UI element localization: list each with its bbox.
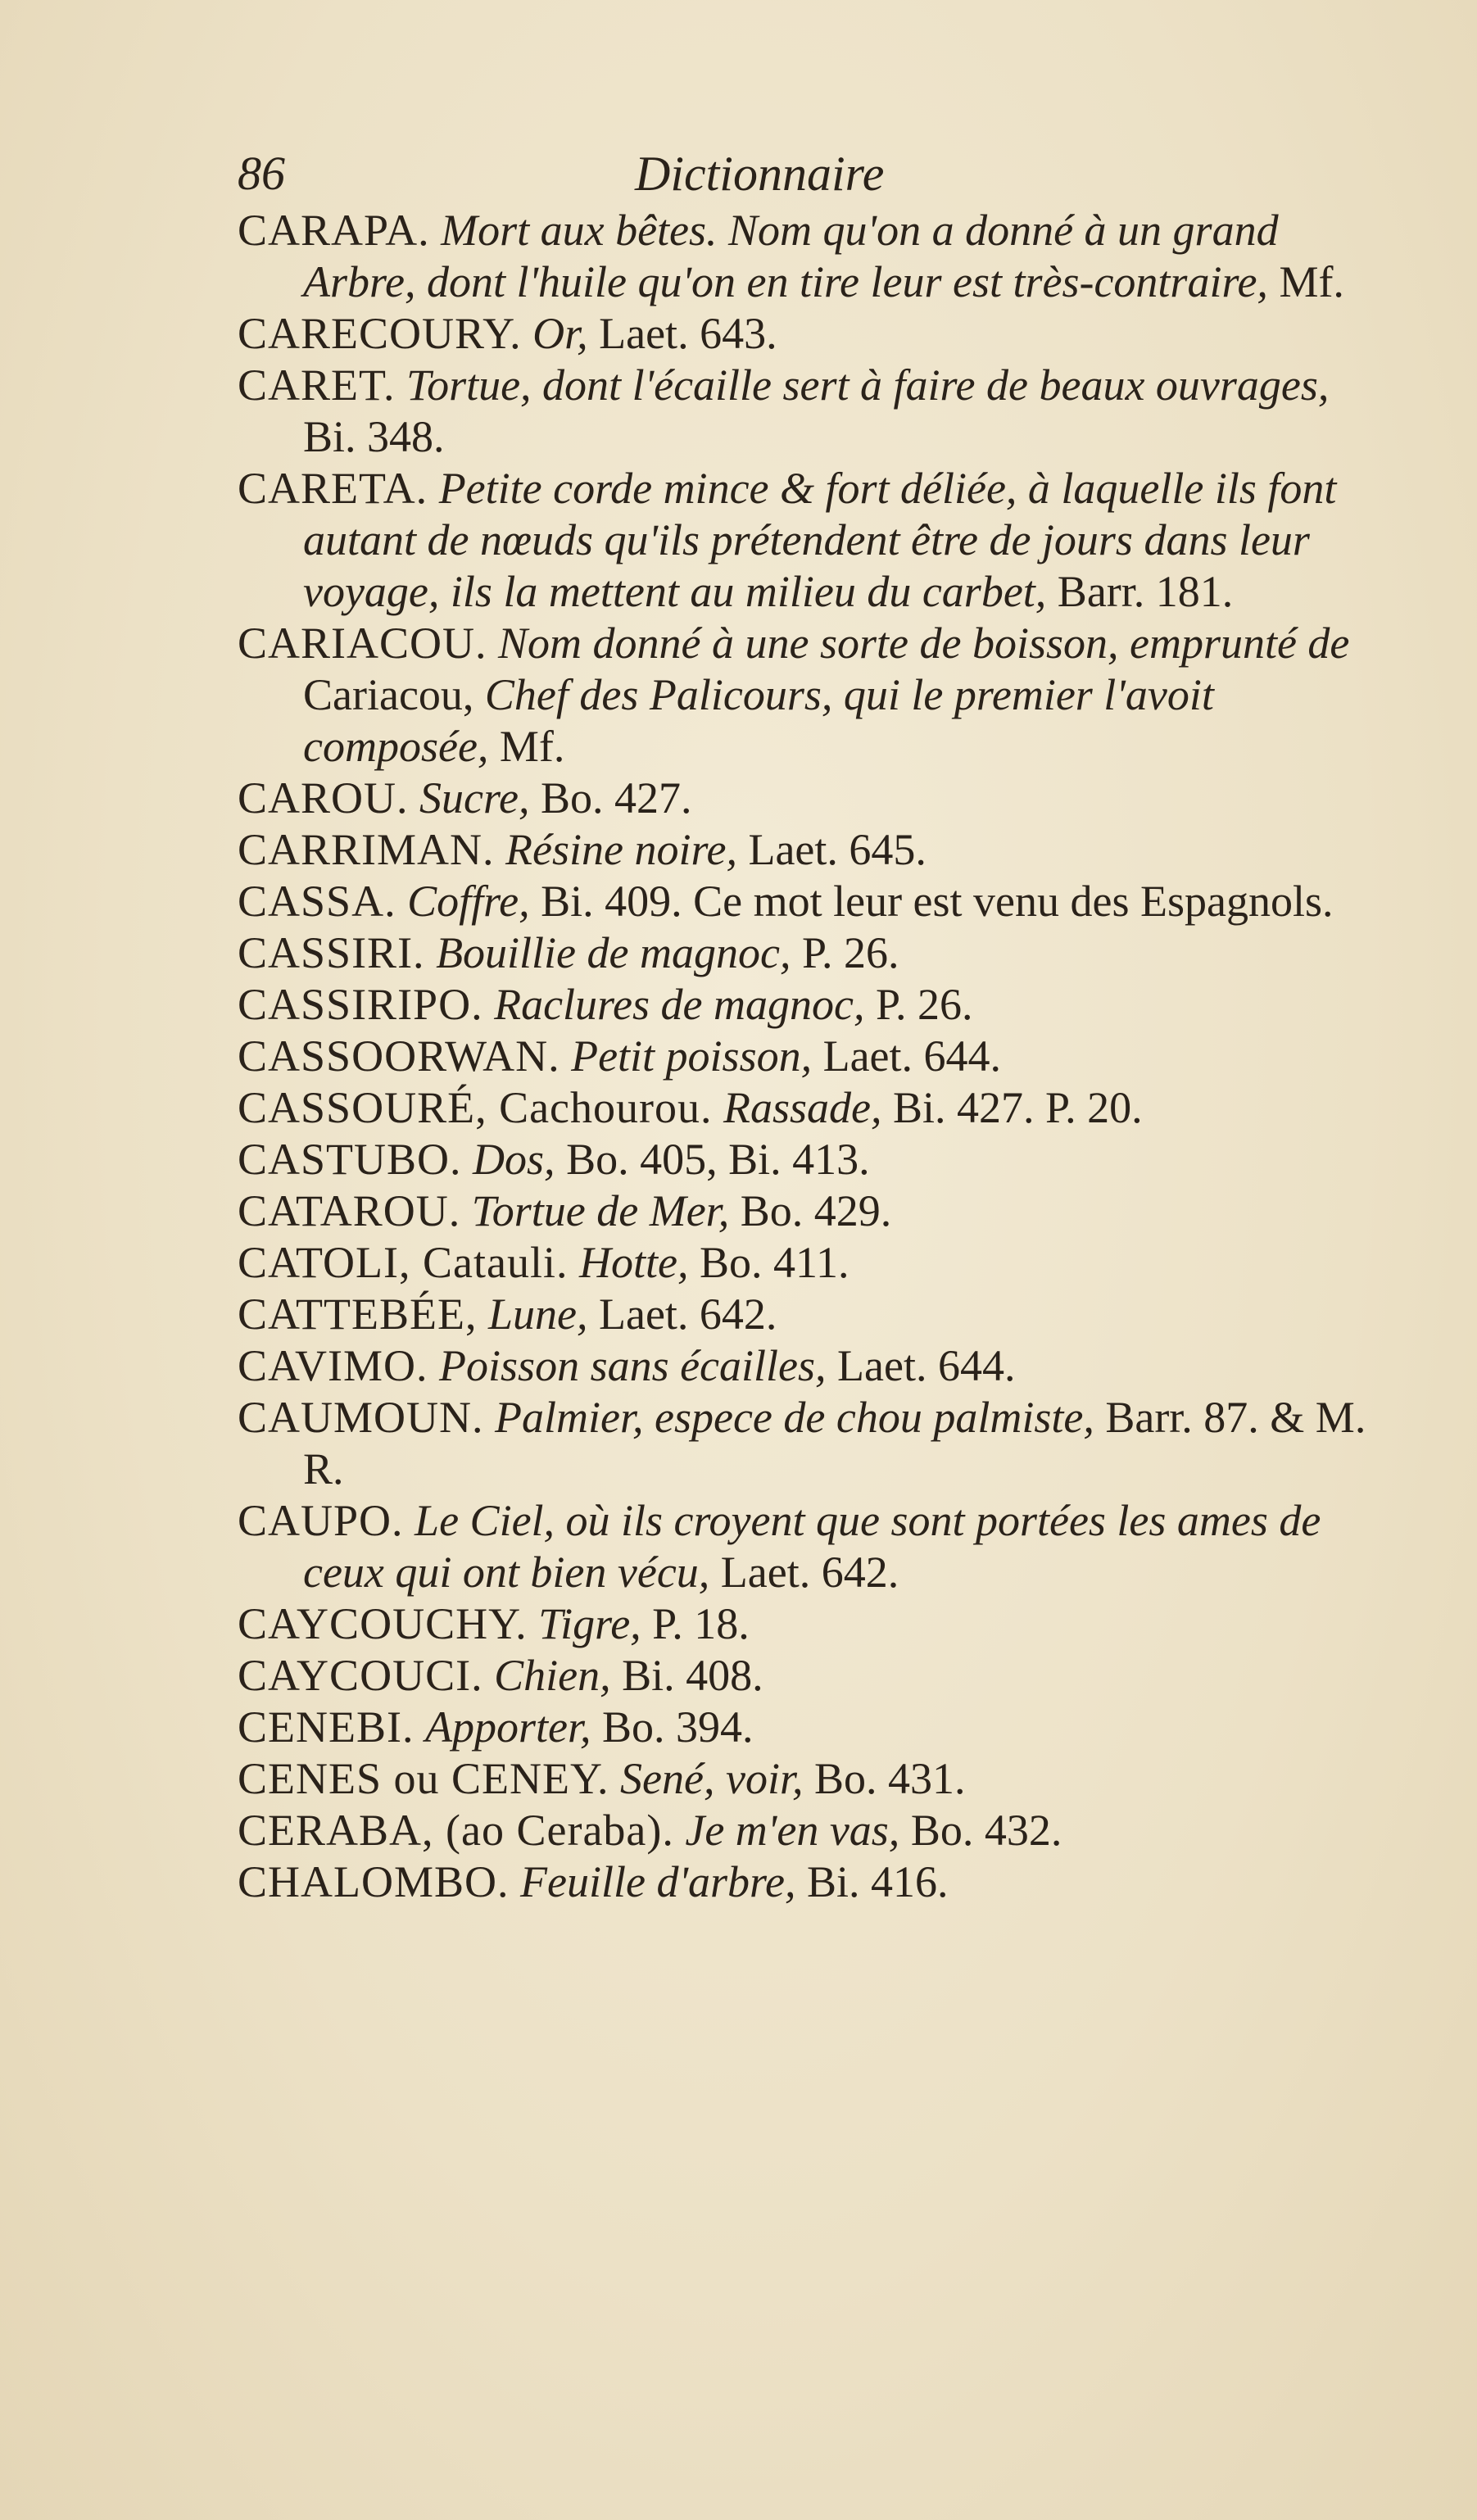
dictionary-entry — [238, 1031, 1384, 1082]
dictionary-entry — [238, 1702, 1384, 1753]
entry-source: Mf. — [1279, 257, 1344, 306]
dictionary-entry — [238, 1598, 1384, 1650]
entry-headword: CENEBI. — [238, 1702, 415, 1752]
entry-definition: Apporter, — [425, 1702, 591, 1752]
running-head: Dictionnaire — [635, 147, 885, 201]
entry-source: Bi. 408. — [622, 1651, 763, 1700]
entry-headword: CASSOORWAN. — [238, 1031, 560, 1081]
entry-definition: Nom donné à une sorte de boisson, emprunté de — [498, 619, 1350, 668]
entry-definition: Le Ciel, où ils croyent que sont portées les ames de ceux qui ont bien vécu, — [303, 1496, 1321, 1597]
entry-source: Bo. 405, Bi. 413. — [566, 1135, 870, 1184]
entry-headword: CAUMOUN. — [238, 1393, 484, 1442]
page-number: 86 — [238, 147, 285, 200]
entry-headword: CASSIRIPO. — [238, 980, 483, 1029]
dictionary-entry — [238, 463, 1384, 618]
entry-source: Laet. 642. — [598, 1289, 777, 1339]
dictionary-entry — [238, 1340, 1384, 1392]
entry-definition: Je m'en vas, — [685, 1806, 900, 1855]
entry-source-continued: Bo. 431. — [813, 1754, 966, 1803]
dictionary-entry — [238, 1134, 1384, 1185]
dictionary-entry — [238, 308, 1384, 360]
entry-source: Bi. 409. Ce mot leur est venu des Espagnols. — [541, 877, 1334, 926]
dictionary-entry — [238, 773, 1384, 824]
dictionary-entry — [238, 360, 1384, 463]
entry-definition: Chien, — [494, 1651, 611, 1700]
dictionary-entry — [238, 1082, 1384, 1134]
entry-source: Bi. 348. — [303, 412, 445, 461]
dictionary-entry — [238, 1856, 1384, 1908]
entry-definition: Tigre, — [538, 1599, 641, 1648]
dictionary-entry — [238, 1495, 1384, 1598]
entry-definition: Dos, — [473, 1135, 555, 1184]
entry-definition: Tortue, dont l'écaille sert à faire de beaux ouvrages, — [406, 360, 1330, 410]
entry-definition: Palmier, espece de chou palmiste, — [495, 1393, 1094, 1442]
dictionary-entry — [238, 1805, 1384, 1856]
dictionary-entry — [238, 1237, 1384, 1289]
entry-headword: CARET. — [238, 360, 396, 410]
entry-headword: CAROU. — [238, 773, 409, 823]
dictionary-entry — [238, 205, 1384, 308]
entry-definition: Raclures de magnoc, — [494, 980, 865, 1029]
entry-headword: CATTEBÉE, — [238, 1289, 478, 1339]
entry-source: P. 26. — [801, 928, 899, 977]
entry-definition: Petite corde mince & fort déliée, à laquelle ils font autant de nœuds qu'ils prétendent être de jours dans leur voyage, ils la mettent au milieu du carbet, — [303, 464, 1337, 616]
entry-headword: CARIACOU. — [238, 619, 487, 668]
dictionary-entries — [238, 205, 1384, 1908]
entry-source: Bo. 432. — [910, 1806, 1062, 1855]
entry-definition: Rassade, — [723, 1083, 882, 1132]
entry-source: P. 18. — [652, 1599, 750, 1648]
entry-definition: Résine noire, — [505, 825, 737, 874]
entry-definition: Lune, — [487, 1289, 588, 1339]
entry-headword: CAVIMO. — [238, 1341, 428, 1390]
entry-headword: CATAROU. — [238, 1186, 461, 1235]
entry-source: Laet. 644. — [822, 1031, 1002, 1081]
entry-definition: Bouillie de magnoc, — [436, 928, 791, 977]
dictionary-entry — [238, 927, 1384, 979]
entry-source: Bo. 427. — [540, 773, 692, 823]
entry-headword: CERABA, (ao Ceraba). — [238, 1806, 674, 1855]
entry-source: P. 26. — [875, 980, 973, 1029]
entry-headword: CARAPA. — [238, 206, 430, 255]
entry-source: Laet. 645. — [748, 825, 927, 874]
entry-definition: Sené, — [620, 1754, 715, 1803]
dictionary-entry — [238, 1650, 1384, 1702]
entry-source: Laet. 643. — [599, 309, 777, 358]
dictionary-entry — [238, 824, 1384, 876]
dictionary-entry — [238, 618, 1384, 773]
entry-definition: Poisson sans écailles, — [439, 1341, 827, 1390]
entry-source: Bo. 411. — [699, 1238, 850, 1287]
entry-source: Laet. 642. — [720, 1548, 899, 1597]
entry-definition: Mort aux bêtes. Nom qu'on a donné à un grand Arbre, dont l'huile qu'on en tire leur est très-contraire, — [303, 206, 1279, 306]
entry-headword: CAUPO. — [238, 1496, 404, 1545]
entry-definition: Or, — [532, 309, 588, 358]
entry-source: Bo. 394. — [602, 1702, 754, 1752]
entry-definition: Petit poisson, — [571, 1031, 813, 1081]
entry-headword: CARETA. — [238, 464, 428, 513]
entry-headword: CHALOMBO. — [238, 1857, 510, 1906]
entry-definition: Sucre, — [419, 773, 530, 823]
entry-headword: CENES ou CENEY. — [238, 1754, 609, 1803]
page-header — [238, 146, 1384, 211]
entry-source: Bi. 427. P. 20. — [893, 1083, 1143, 1132]
entry-headword: CASSA. — [238, 877, 396, 926]
entry-source: Laet. 644. — [837, 1341, 1016, 1390]
entry-headword: CAYCOUCHY. — [238, 1599, 528, 1648]
entry-headword: CARRIMAN. — [238, 825, 495, 874]
entry-source: Barr. 87. & M. R. — [303, 1393, 1366, 1493]
dictionary-entry — [238, 1185, 1384, 1237]
entry-source: Bi. 416. — [807, 1857, 949, 1906]
dictionary-entry — [238, 1289, 1384, 1340]
entry-definition: Coffre, — [407, 877, 530, 926]
entry-source: Cariacou, — [303, 670, 474, 719]
entry-source: Barr. 181. — [1057, 567, 1234, 616]
entry-definition: Tortue de Mer, — [471, 1186, 730, 1235]
entry-headword: CATOLI, Catauli. — [238, 1238, 569, 1287]
entry-definition-continued: Chef des Palicours, qui le premier l'avoit composée, — [303, 670, 1214, 771]
dictionary-entry — [238, 876, 1384, 927]
entry-definition: Feuille d'arbre, — [520, 1857, 796, 1906]
entry-headword: CARECOURY. — [238, 309, 522, 358]
entry-definition: Hotte, — [578, 1238, 689, 1287]
entry-headword: CASSIRI. — [238, 928, 425, 977]
entry-definition-continued: voir, — [725, 1754, 804, 1803]
dictionary-entry — [238, 1753, 1384, 1805]
dictionary-entry — [238, 1392, 1384, 1495]
entry-headword: CASSOURÉ, Cachourou. — [238, 1083, 713, 1132]
dictionary-entry — [238, 979, 1384, 1031]
entry-headword: CASTUBO. — [238, 1135, 462, 1184]
entry-headword: CAYCOUCI. — [238, 1651, 483, 1700]
entry-source-continued: Mf. — [499, 722, 565, 771]
entry-source: Bo. 429. — [740, 1186, 892, 1235]
